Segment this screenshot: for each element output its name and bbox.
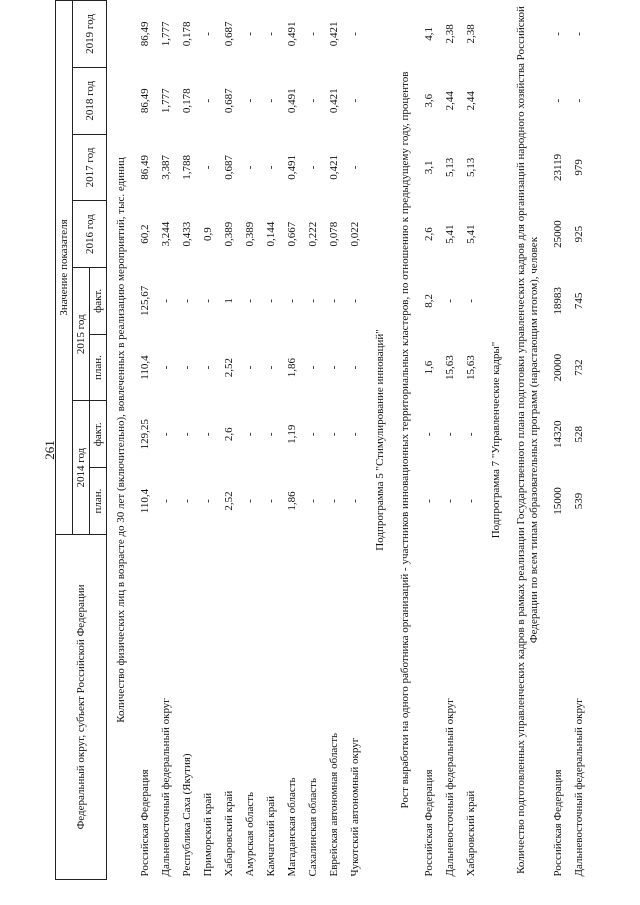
value-cell: 0,022 xyxy=(349,221,361,247)
value-cell: 979 xyxy=(573,159,585,176)
value-cell: - xyxy=(307,165,319,170)
value-cell: 86,49 xyxy=(139,88,151,114)
value-cell: - xyxy=(265,499,277,503)
subprogram-title-row xyxy=(363,1,391,880)
value-cell: 0,491 xyxy=(286,155,298,180)
page-number: 261 xyxy=(42,440,57,460)
value-cell: 2,38 xyxy=(444,24,456,44)
subprogram-title-row xyxy=(479,1,507,880)
value-cell: 1,777 xyxy=(160,88,172,114)
value-cell: 4,1 xyxy=(423,27,435,41)
value-cell: 2,52 xyxy=(223,491,235,511)
value-cell: - xyxy=(307,365,319,370)
table-row xyxy=(342,1,363,880)
column-header-2016: 2016 год xyxy=(73,201,107,268)
value-cell: 86,49 xyxy=(139,21,151,47)
value-cell: 15000 xyxy=(552,487,564,515)
value-cell: - xyxy=(465,499,477,503)
value-cell: 1,19 xyxy=(286,424,298,444)
value-cell: 0,687 xyxy=(223,88,235,114)
value-cell: - xyxy=(307,299,319,303)
value-cell: 0,433 xyxy=(181,221,193,247)
value-cell: - xyxy=(552,98,564,103)
value-cell: - xyxy=(160,299,172,303)
value-cell: 2,44 xyxy=(465,91,477,111)
table-row xyxy=(195,1,216,880)
table-body xyxy=(107,1,588,880)
value-cell: - xyxy=(444,299,456,303)
subprogram-title: Подпрограмма 7 "Управленческие кадры" xyxy=(490,341,502,539)
region-name: Чукотский автономный округ xyxy=(349,737,361,877)
value-cell: - xyxy=(244,499,256,503)
value-cell: 1,6 xyxy=(423,360,435,375)
value-cell: 732 xyxy=(573,359,585,376)
value-cell: - xyxy=(349,98,361,103)
value-cell: - xyxy=(349,299,361,303)
column-header-2018: 2018 год xyxy=(73,67,107,134)
region-name: Российская Федерация xyxy=(139,769,151,877)
value-cell: - xyxy=(244,432,256,437)
column-header-region: Федеральный округ, субъект Российской Федерации xyxy=(56,534,107,879)
indicator-title-row xyxy=(391,1,416,880)
value-cell: 23119 xyxy=(552,153,564,181)
value-cell: 20000 xyxy=(552,353,564,382)
region-name: Камчатский край xyxy=(265,796,277,877)
value-cell: - xyxy=(244,299,256,303)
value-cell: 0,491 xyxy=(286,21,298,47)
region-name: Российская Федерация xyxy=(552,769,564,877)
value-cell: - xyxy=(265,432,277,437)
subprogram-title: Подпрограмма 5 "Стимулирование инноваций" xyxy=(374,329,386,551)
value-cell: - xyxy=(160,365,172,370)
value-cell: - xyxy=(349,365,361,370)
value-cell: 0,144 xyxy=(265,221,277,247)
region-name: Дальневосточный федеральный округ xyxy=(573,698,585,877)
value-cell: 15,63 xyxy=(444,355,456,380)
value-cell: 2,38 xyxy=(465,24,477,44)
value-cell: - xyxy=(444,432,456,437)
value-cell: - xyxy=(328,499,340,503)
value-cell: - xyxy=(465,432,477,437)
value-cell: 0,389 xyxy=(223,221,235,247)
rotated-table-container xyxy=(55,0,615,880)
table-row xyxy=(416,1,437,880)
value-cell: - xyxy=(181,365,193,370)
table-row xyxy=(300,1,321,880)
value-cell: 125,67 xyxy=(139,285,151,316)
value-cell: - xyxy=(181,499,193,503)
value-cell: 0,9 xyxy=(202,227,214,242)
table-row xyxy=(132,1,153,880)
value-cell: 3,1 xyxy=(423,160,435,175)
value-cell: - xyxy=(328,299,340,303)
value-cell: 14320 xyxy=(552,420,564,449)
value-cell: - xyxy=(444,499,456,503)
value-cell: - xyxy=(328,365,340,370)
value-cell: 5,13 xyxy=(444,157,456,178)
region-name: Амурская область xyxy=(244,791,256,877)
table-row xyxy=(237,1,258,880)
value-cell: 1,86 xyxy=(286,357,298,378)
table-row xyxy=(153,1,174,880)
value-cell: 8,2 xyxy=(423,293,435,308)
table-row xyxy=(174,1,195,880)
indicator-title: Количество подготовленных управленческих кадров в рамках реализации Государственного плана подготовки управленческих кадров для организаций народного хозяйства Российской Федерации по всем типам образовательных программ (нарастающим итогом), человек xyxy=(515,6,540,874)
value-cell: 129,25 xyxy=(139,419,151,450)
value-cell: - xyxy=(181,299,193,303)
value-cell: - xyxy=(465,299,477,303)
value-cell: - xyxy=(307,432,319,437)
value-cell: - xyxy=(202,432,214,437)
indicator-title: Рост выработки на одного работника организаций - участников инновационных территориальных кластеров, по отношению к предыдущему году, процентов xyxy=(399,71,411,809)
region-name: Приморский край xyxy=(202,792,214,877)
value-cell: - xyxy=(202,365,214,370)
value-cell: 0,491 xyxy=(286,88,298,114)
indicator-title: Количество физических лиц в возрасте до 30 лет (включительно), вовлеченных в реализацию мероприятий, тыс. единиц xyxy=(115,157,127,723)
value-cell: - xyxy=(349,499,361,503)
value-cell: - xyxy=(202,98,214,103)
value-cell: - xyxy=(244,32,256,36)
value-cell: 0,222 xyxy=(307,221,319,247)
value-cell: - xyxy=(202,499,214,503)
value-cell: 3,244 xyxy=(160,221,172,247)
value-cell: 528 xyxy=(573,426,585,443)
value-cell: - xyxy=(244,365,256,370)
value-cell: 0,421 xyxy=(328,21,340,47)
value-cell: 1,86 xyxy=(286,491,298,511)
value-cell: - xyxy=(423,432,435,437)
value-cell: 0,687 xyxy=(223,21,235,47)
value-cell: - xyxy=(265,165,277,170)
indicator-title-row xyxy=(107,1,133,880)
region-name: Хабаровский край xyxy=(223,790,235,877)
table-row xyxy=(566,1,587,880)
table-header xyxy=(56,1,107,880)
value-cell: 2,52 xyxy=(223,357,235,378)
region-name: Магаданская область xyxy=(286,777,298,877)
column-header-2015-plan: план. xyxy=(90,334,107,401)
table-row xyxy=(437,1,458,880)
value-cell: - xyxy=(307,32,319,36)
value-cell: - xyxy=(202,165,214,170)
value-cell: 0,421 xyxy=(328,88,340,114)
value-cell: 0,667 xyxy=(286,221,298,247)
region-name: Хабаровский край xyxy=(465,790,477,877)
region-name: Сахалинская область xyxy=(307,778,319,877)
value-cell: 5,41 xyxy=(465,224,477,244)
value-cell: - xyxy=(265,299,277,303)
value-cell: 0,178 xyxy=(181,21,193,47)
value-cell: 15,63 xyxy=(465,355,477,380)
value-cell: 110,4 xyxy=(139,488,151,514)
value-cell: 0,421 xyxy=(328,155,340,180)
value-cell: - xyxy=(181,432,193,437)
value-cell: 60,2 xyxy=(139,224,151,244)
value-cell: 0,178 xyxy=(181,88,193,114)
value-cell: 745 xyxy=(573,292,585,310)
value-cell: - xyxy=(202,299,214,303)
value-cell: 0,687 xyxy=(223,155,235,180)
value-cell: - xyxy=(265,98,277,103)
value-cell: - xyxy=(573,98,585,103)
column-header-2019: 2019 год xyxy=(73,1,107,68)
value-cell: - xyxy=(202,32,214,36)
table-row xyxy=(279,1,300,880)
table-row xyxy=(321,1,342,880)
value-cell: 0,389 xyxy=(244,221,256,247)
value-cell: 1,777 xyxy=(160,21,172,47)
value-cell: - xyxy=(286,299,298,303)
table-row xyxy=(216,1,237,880)
table-row xyxy=(258,1,279,880)
value-cell: - xyxy=(423,499,435,503)
value-cell: - xyxy=(244,98,256,103)
value-cell: - xyxy=(307,499,319,503)
value-cell: 1,788 xyxy=(181,155,193,180)
value-cell: - xyxy=(265,32,277,36)
region-name: Еврейская автономная область xyxy=(328,732,340,877)
value-cell: 3,6 xyxy=(423,93,435,108)
column-header-2015: 2015 год xyxy=(73,268,90,401)
value-cell: - xyxy=(265,365,277,370)
value-cell: - xyxy=(244,165,256,170)
value-cell: - xyxy=(349,165,361,170)
value-cell: - xyxy=(573,32,585,36)
column-header-2014-plan: план. xyxy=(90,468,107,535)
table-row xyxy=(545,1,566,880)
region-name: Дальневосточный федеральный округ xyxy=(444,698,456,877)
value-cell: 5,41 xyxy=(444,224,456,244)
column-header-2014-fact: факт. xyxy=(90,401,107,468)
value-cell: 2,6 xyxy=(423,227,435,242)
value-cell: 925 xyxy=(573,225,585,243)
value-cell: 5,13 xyxy=(465,157,477,178)
column-header-2015-fact: факт. xyxy=(90,268,107,335)
column-header-2014: 2014 год xyxy=(73,401,90,534)
indicator-title-row xyxy=(507,1,545,880)
value-cell: 110,4 xyxy=(139,355,151,380)
value-cell: - xyxy=(307,98,319,103)
value-cell: 25000 xyxy=(552,220,564,248)
table-row xyxy=(458,1,479,880)
region-name: Дальневосточный федеральный округ xyxy=(160,698,172,877)
column-header-value-group: Значение показателя xyxy=(56,1,73,535)
value-cell: 0,078 xyxy=(328,221,340,247)
value-cell: 3,387 xyxy=(160,155,172,180)
value-cell: - xyxy=(160,499,172,503)
indicator-table xyxy=(55,0,587,880)
value-cell: - xyxy=(328,432,340,437)
value-cell: 1 xyxy=(223,298,235,304)
value-cell: 18983 xyxy=(552,287,564,315)
value-cell: 2,6 xyxy=(223,427,235,442)
value-cell: 2,44 xyxy=(444,91,456,111)
column-header-2017: 2017 год xyxy=(73,134,107,201)
value-cell: - xyxy=(160,432,172,437)
region-name: Российская Федерация xyxy=(423,769,435,877)
value-cell: 86,49 xyxy=(139,155,151,180)
value-cell: - xyxy=(349,32,361,36)
value-cell: - xyxy=(552,32,564,36)
value-cell: - xyxy=(349,432,361,437)
region-name: Республика Саха (Якутия) xyxy=(181,753,193,877)
value-cell: 539 xyxy=(573,492,585,510)
